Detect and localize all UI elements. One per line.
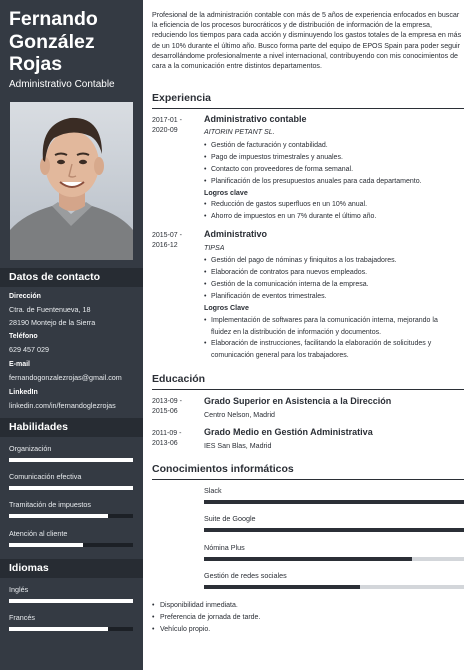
summary-line: reduciendo los tiempos para cada acción y disminuyendo los gastos totales de la empresa en más [152, 31, 462, 40]
date-end: 2015-06 [152, 408, 178, 415]
software-label: Gestión de redes sociales [204, 571, 287, 580]
list-item: • Planificación de los presupuestos anuales para cada departamento. [204, 176, 466, 188]
software-bar [204, 585, 464, 589]
section-title: Idiomas [9, 562, 49, 574]
software-label: Slack [204, 486, 222, 495]
section-title: Datos de contacto [9, 271, 101, 283]
date-end: 2020-09 [152, 127, 178, 134]
skills-section-header [0, 418, 143, 437]
education-date [152, 397, 182, 417]
skill-level [9, 514, 108, 518]
software-level [204, 557, 412, 561]
linkedin-link[interactable]: linkedin.com/in/fernandoglezrojas [9, 401, 116, 410]
summary-line: de un 10% durante el último año. Busco forma parte del equipo de EPOS Spain para poder seguir [152, 41, 460, 50]
candidate-name [9, 8, 139, 76]
email-link[interactable]: fernandogonzalezrojas@gmail.com [9, 373, 122, 382]
software-level [204, 585, 360, 589]
date-start: 2015-07 - [152, 232, 182, 239]
degree-title: Grado Superior en Asistencia a la Dirección [204, 396, 392, 406]
experience-heading: Experiencia [152, 92, 211, 104]
job-title-entry: Administrativo [204, 229, 268, 239]
section-divider [152, 479, 464, 480]
achievement-line: • Implementación de softwares para la comunicación interna, mejorando la [211, 317, 438, 324]
skill-bar [9, 486, 133, 490]
skill-bar [9, 514, 133, 518]
phone-number: 629 457 029 [9, 345, 49, 354]
job-task-list [204, 140, 466, 188]
list-item: • Elaboración de contratos para nuevos empleados. [204, 267, 466, 279]
software-level [204, 500, 464, 504]
computer-skills-heading: Conocimientos informáticos [152, 463, 294, 475]
software-label: Nómina Plus [204, 543, 245, 552]
company-name: TIPSA [204, 244, 225, 252]
list-item: • Disponibilidad inmediata. [152, 600, 452, 612]
list-item: • Pago de impuestos trimestrales y anuales. [204, 152, 466, 164]
list-item: • Gestión de la comunicación interna de la empresa. [204, 279, 466, 291]
profile-photo [10, 102, 133, 260]
date-start: 2013-09 - [152, 398, 182, 405]
school-name: Centro Nelson, Madrid [204, 411, 275, 419]
job-title: Administrativo Contable [9, 79, 115, 90]
list-item: • Vehículo propio. [152, 624, 452, 636]
address-label: Dirección [9, 293, 41, 300]
name-line: Fernando [9, 8, 98, 30]
skill-label: Atención al cliente [9, 529, 68, 538]
list-item [204, 338, 466, 361]
school-name: IES San Blas, Madrid [204, 442, 272, 450]
skill-label: Organización [9, 444, 52, 453]
language-level [9, 627, 108, 631]
summary-line: desarrollándome profesionalmente a nivel internacional, contribuyendo con mis conocimientos de [152, 51, 458, 60]
address-line: Ctra. de Fuentenueva, 18 [9, 305, 91, 314]
linkedin-label: LinkedIn [9, 389, 38, 396]
date-end: 2016-12 [152, 242, 178, 249]
software-bar [204, 557, 464, 561]
software-bar [204, 500, 464, 504]
section-divider [152, 108, 464, 109]
summary-line: la eficiencia de los procesos burocráticos y de distribución de información de la empresa, [152, 21, 432, 30]
name-line: González [9, 30, 95, 53]
software-label: Suite de Google [204, 514, 256, 523]
language-bar [9, 627, 133, 631]
skill-level [9, 458, 133, 462]
name-line: Rojas [9, 53, 63, 75]
email-label: E-mail [9, 361, 31, 368]
achievement-line: • Elaboración de instrucciones, facilitando la elaboración de solicitudes y [211, 340, 432, 348]
education-heading: Educación [152, 373, 206, 385]
language-label: Francés [9, 613, 35, 622]
software-bar [204, 528, 464, 532]
list-item: • Gestión de facturación y contabilidad. [204, 140, 466, 152]
languages-section-header [0, 559, 143, 578]
achievement-line: fluidez en la distribución de información y documentos. [211, 328, 382, 336]
job-date [152, 231, 182, 251]
sidebar [0, 0, 143, 670]
date-end: 2013-06 [152, 440, 178, 447]
date-start: 2011-09 - [152, 430, 182, 437]
degree-title: Grado Medio en Gestión Administrativa [204, 427, 373, 437]
list-item: • Preferencia de jornada de tarde. [152, 612, 452, 624]
language-level [9, 599, 133, 603]
portrait-image [10, 102, 133, 260]
software-level [204, 528, 464, 532]
achievements-list [204, 315, 466, 361]
language-bar [9, 599, 133, 603]
profile-summary [152, 10, 466, 71]
section-title: Habilidades [9, 421, 68, 433]
address-line: 28190 Montejo de la Sierra [9, 318, 96, 327]
list-item: • Contacto con proveedores de forma semanal. [204, 164, 466, 176]
education-date [152, 429, 181, 449]
company-name: AITORIN PETANT SL. [204, 128, 275, 136]
extras-list [152, 600, 452, 636]
list-item [204, 315, 466, 338]
list-item: • Planificación de eventos trimestrales. [204, 291, 466, 303]
achievements-list [204, 199, 466, 223]
achievements-label: Logros Clave [204, 304, 249, 312]
list-item: • Gestión del pago de nóminas y finiquitos a los trabajadores. [204, 255, 466, 267]
contact-section-header [0, 268, 143, 287]
skill-level [9, 486, 133, 490]
job-title-entry: Administrativo contable [204, 114, 307, 124]
date-start: 2017-01 - [152, 117, 182, 124]
skill-level [9, 543, 83, 547]
section-divider [152, 389, 464, 390]
achievement-line: comunicación general para los trabajadores. [211, 351, 349, 359]
phone-label: Teléfono [9, 333, 38, 340]
summary-line: cara a la comunicación entre distintos departamentos. [152, 62, 322, 71]
list-item: • Ahorro de impuestos en un 7% durante el último año. [204, 211, 466, 223]
language-label: Inglés [9, 585, 29, 594]
job-task-list [204, 255, 466, 303]
skill-bar [9, 458, 133, 462]
skill-label: Tramitación de impuestos [9, 500, 92, 509]
skill-bar [9, 543, 133, 547]
job-date [152, 116, 182, 136]
list-item: • Reducción de gastos superfluos en un 10% anual. [204, 199, 466, 211]
achievements-label: Logros clave [204, 189, 248, 197]
skill-label: Comunicación efectiva [9, 472, 82, 481]
summary-line: Profesional de la administración contable con más de 5 años de experiencia enfocados en buscar [152, 11, 460, 19]
